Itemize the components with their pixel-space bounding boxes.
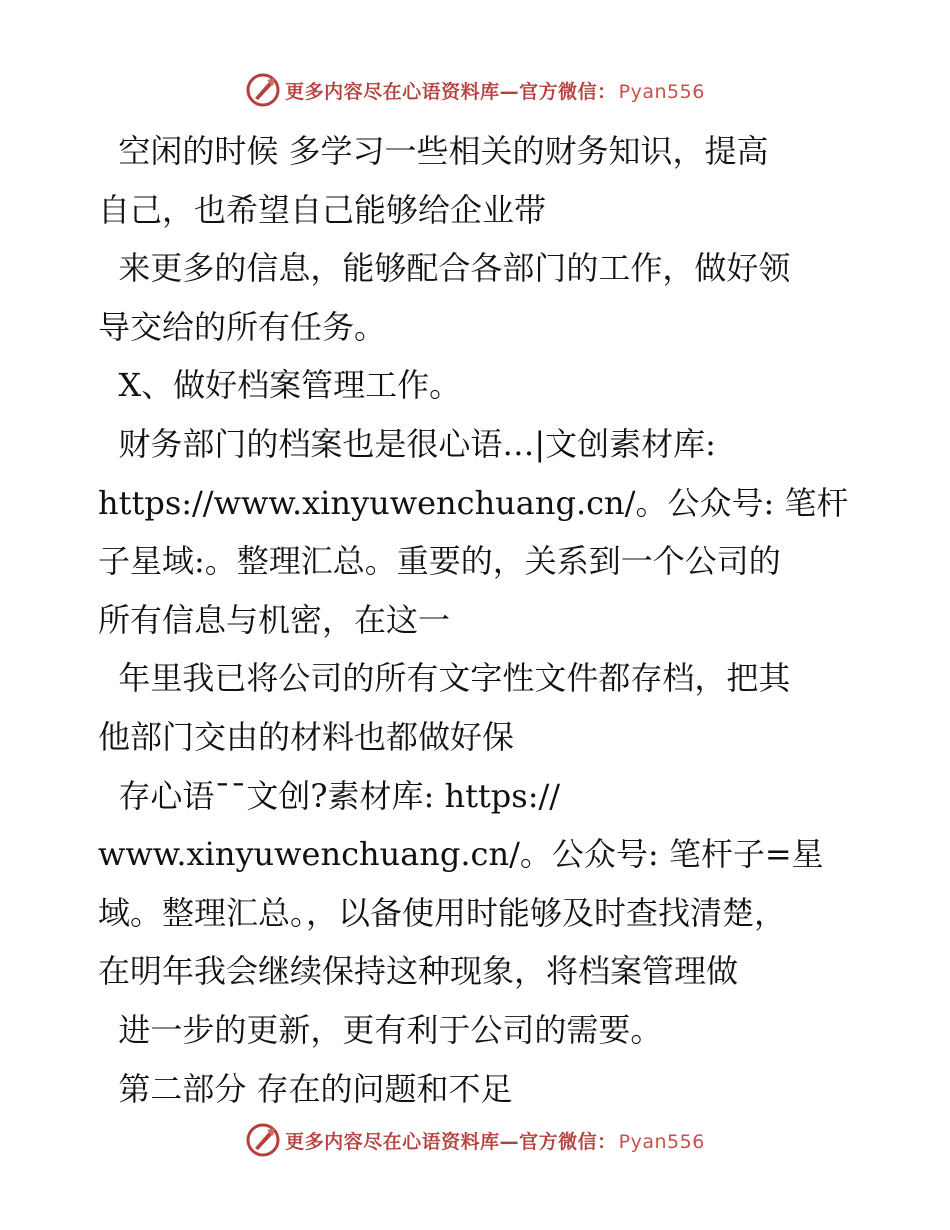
text-line: 空闲的时候 多学习一些相关的财务知识，提高 — [98, 132, 769, 170]
header-account: Pyan556 — [618, 80, 705, 103]
text-line: 自己，也希望自己能够给企业带 — [98, 190, 547, 229]
document-body — [98, 122, 858, 1118]
text-line: 所有信息与机密，在这一 — [98, 600, 451, 639]
text-line: 财务部门的档案也是很心语…|文创素材库: — [98, 424, 716, 463]
text-line: 子星域:。整理汇总。重要的，关系到一个公司的 — [98, 542, 781, 581]
text-line: 在明年我会继续保持这种现象，将档案管理做 — [98, 952, 739, 991]
footer-banner — [0, 1120, 950, 1160]
quill-logo-icon — [245, 72, 281, 108]
text-line: X、做好档案管理工作。 — [98, 366, 462, 405]
text-line: 域。整理汇总。，以备使用时能够及时查找清楚， — [98, 893, 787, 932]
text-line: 存心语¯¯文创?素材库: https:// — [98, 776, 561, 815]
footer-account: Pyan556 — [618, 1130, 705, 1153]
text-line: 年里我已将公司的所有文字性文件都存档，把其 — [98, 659, 791, 698]
text-line: 他部门交由的材料也都做好保 — [98, 717, 515, 756]
header-banner-text — [285, 77, 705, 104]
text-line: 来更多的信息，能够配合各部门的工作，做好领 — [98, 249, 791, 288]
footer-banner-label: 更多内容尽在心语资料库—官方微信： — [285, 1130, 617, 1153]
quill-logo-icon — [245, 1122, 281, 1158]
header-banner-label: 更多内容尽在心语资料库—官方微信： — [285, 80, 617, 103]
text-line: www.xinyuwenchuang.cn/。公众号: 笔杆子=星 — [98, 835, 824, 874]
header-banner — [0, 70, 950, 110]
footer-banner-text — [285, 1127, 705, 1154]
text-line: 导交给的所有任务。 — [98, 307, 387, 346]
text-line: 进一步的更新，更有利于公司的需要。 — [98, 1010, 663, 1049]
text-line: https://www.xinyuwenchuang.cn/。公众号: 笔杆 — [98, 483, 849, 522]
text-line: 第二部分 存在的问题和不足 — [98, 1069, 513, 1108]
